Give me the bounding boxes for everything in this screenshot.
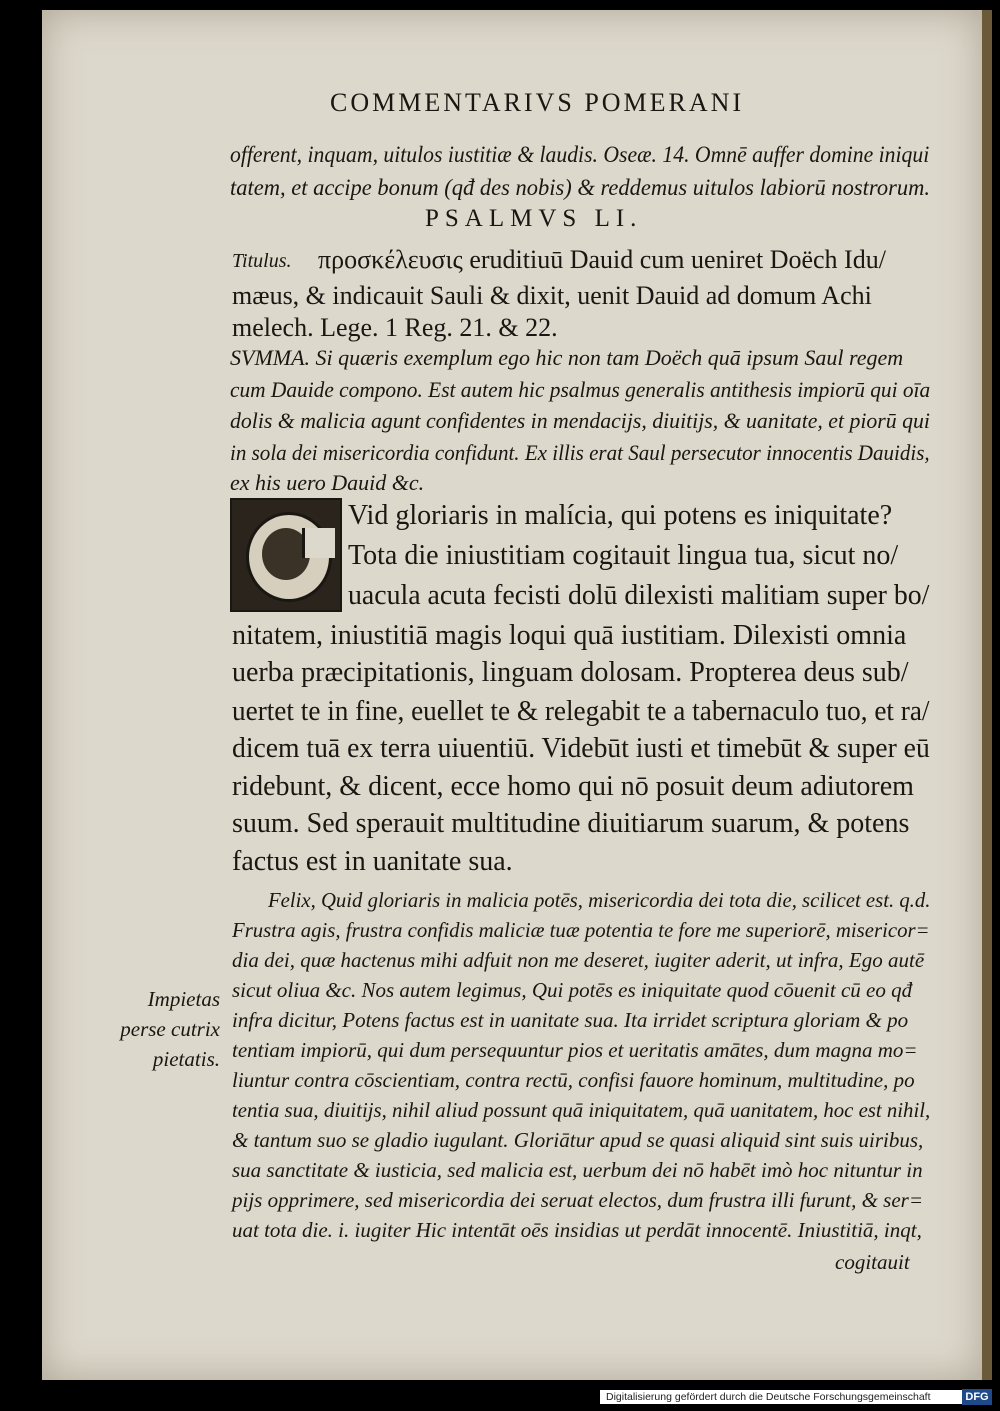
page-edge xyxy=(982,10,992,1380)
summa-line: dolis & malicia agunt confidentes in mendacijs, diuitijs, & uanitate, et piorū qui xyxy=(230,408,930,433)
summa-line: cum Dauide compono. Est autem hic psalmus generalis antithesis impiorū qui oīa xyxy=(230,377,931,402)
footer-credit: Digitalisierung gefördert durch die Deutsche Forschungsgemeinschaft xyxy=(600,1390,964,1404)
intro-line: offerent, inquam, uitulos iustitiæ & laudis. Oseæ. 14. Omnē auffer domine iniqui xyxy=(230,142,930,167)
commentary-line: dia dei, quæ hactenus mihi adfuit non me deseret, iugiter aderit, ut infra, Ego autē xyxy=(232,948,925,972)
psalm-title: PSALMVS LI. xyxy=(425,205,643,232)
commentary-line: Frustra agis, frustra confidis maliciæ tuæ potentia te fore me superiorē, misericor= xyxy=(232,918,930,942)
titulus-line: προσκέλευσις eruditiuū Dauid cum ueniret Doëch Idu/ xyxy=(318,245,886,274)
psalm-text-line: nitatem, iniustitiā magis loqui quā iustitiam. Dilexisti omnia xyxy=(232,620,907,651)
commentary-line: & tantum suo se gladio iugulant. Gloriātur apud se quasi aliquid sint suis uiribus, xyxy=(232,1128,924,1152)
psalm-text-line: Vid gloriaris in malícia, qui potens es iniquitate? xyxy=(348,500,893,531)
psalm-text-line: Tota die iniustitiam cogitauit lingua tua, sicut no/ xyxy=(348,540,899,571)
intro-line: tatem, et accipe bonum (qđ des nobis) & reddemus uitulos labiorū nostrorum. xyxy=(230,175,930,200)
psalm-text-line: dicem tuā ex terra uiuentiū. Videbūt iusti et timebūt & super eū xyxy=(232,733,930,764)
summa-line: SVMMA. Si quæris exemplum ego hic non tam Doëch quā ipsum Saul regem xyxy=(230,345,904,370)
psalm-text-line: uacula acuta fecisti dolū dilexisti malitiam super bo/ xyxy=(348,580,930,611)
commentary-line: uat tota die. i. iugiter Hic intentāt oēs insidias ut perdāt innocentē. Iniustitiā, inqt, xyxy=(232,1218,922,1242)
summa-line: in sola dei misericordia confidunt. Ex illis erat Saul persecutor innocentis Dauidis, xyxy=(230,440,930,465)
commentary-line: tentiam impiorū, qui dum persequuntur pios et ueritatis amātes, dum magna mo= xyxy=(232,1038,918,1062)
psalm-text-line: uerba præcipitationis, linguam dolosam. Propterea deus sub/ xyxy=(232,657,909,688)
titulus-line: melech. Lege. 1 Reg. 21. & 22. xyxy=(232,313,558,342)
margin-note: Impietas perse cutrix pietatis. xyxy=(120,987,220,1071)
decorated-initial-q xyxy=(230,498,342,612)
commentary-line: tentia sua, diuitijs, nihil aliud possunt quā iniquitatem, quā uanitatem, hoc est nihil, xyxy=(232,1098,931,1122)
commentary-line: Felix, Quid gloriaris in malicia potēs, misericordia dei tota die, scilicet est. q.d. xyxy=(268,888,931,912)
commentary-line: infra dicitur, Potens factus est in uanitate sua. Ita irridet scriptura gloriam & po xyxy=(232,1008,909,1032)
catchword: cogitauit xyxy=(835,1250,910,1274)
commentary-line: liuntur contra cōscientiam, contra rectū, confisi fauore hominum, multitudine, po xyxy=(232,1068,915,1092)
psalm-text-line: factus est in uanitate sua. xyxy=(232,846,513,877)
commentary-line: pijs opprimere, sed misericordia dei seruat electos, dum frustra illi furunt, & ser= xyxy=(232,1188,924,1212)
psalm-text-line: ridebunt, & dicent, ecce homo qui nō posuit deum adiutorem xyxy=(232,771,914,802)
titulus-line: mæus, & indicauit Sauli & dixit, uenit Dauid ad domum Achi xyxy=(232,281,872,310)
summa-line: ex his uero Dauid &c. xyxy=(230,470,425,495)
psalm-text-line: suum. Sed sperauit multitudine diuitiarum suarum, & potens xyxy=(232,808,910,839)
commentary-line: sua sanctitate & iusticia, sed malicia est, uerbum dei nō habēt imò hoc nituntur in xyxy=(232,1158,923,1182)
running-head: COMMENTARIVS POMERANI xyxy=(330,88,745,117)
initial-hook xyxy=(302,528,335,558)
commentary-line: sicut oliua &c. Nos autem legimus, Qui potēs es iniquitate quod cōuenit cū eo qđ xyxy=(232,978,913,1002)
titulus-label: Titulus. xyxy=(232,250,292,272)
dfg-logo: DFG xyxy=(962,1389,992,1405)
psalm-text-line: uertet te in fine, euellet te & relegabit te a tabernaculo tuo, et ra/ xyxy=(232,696,930,727)
